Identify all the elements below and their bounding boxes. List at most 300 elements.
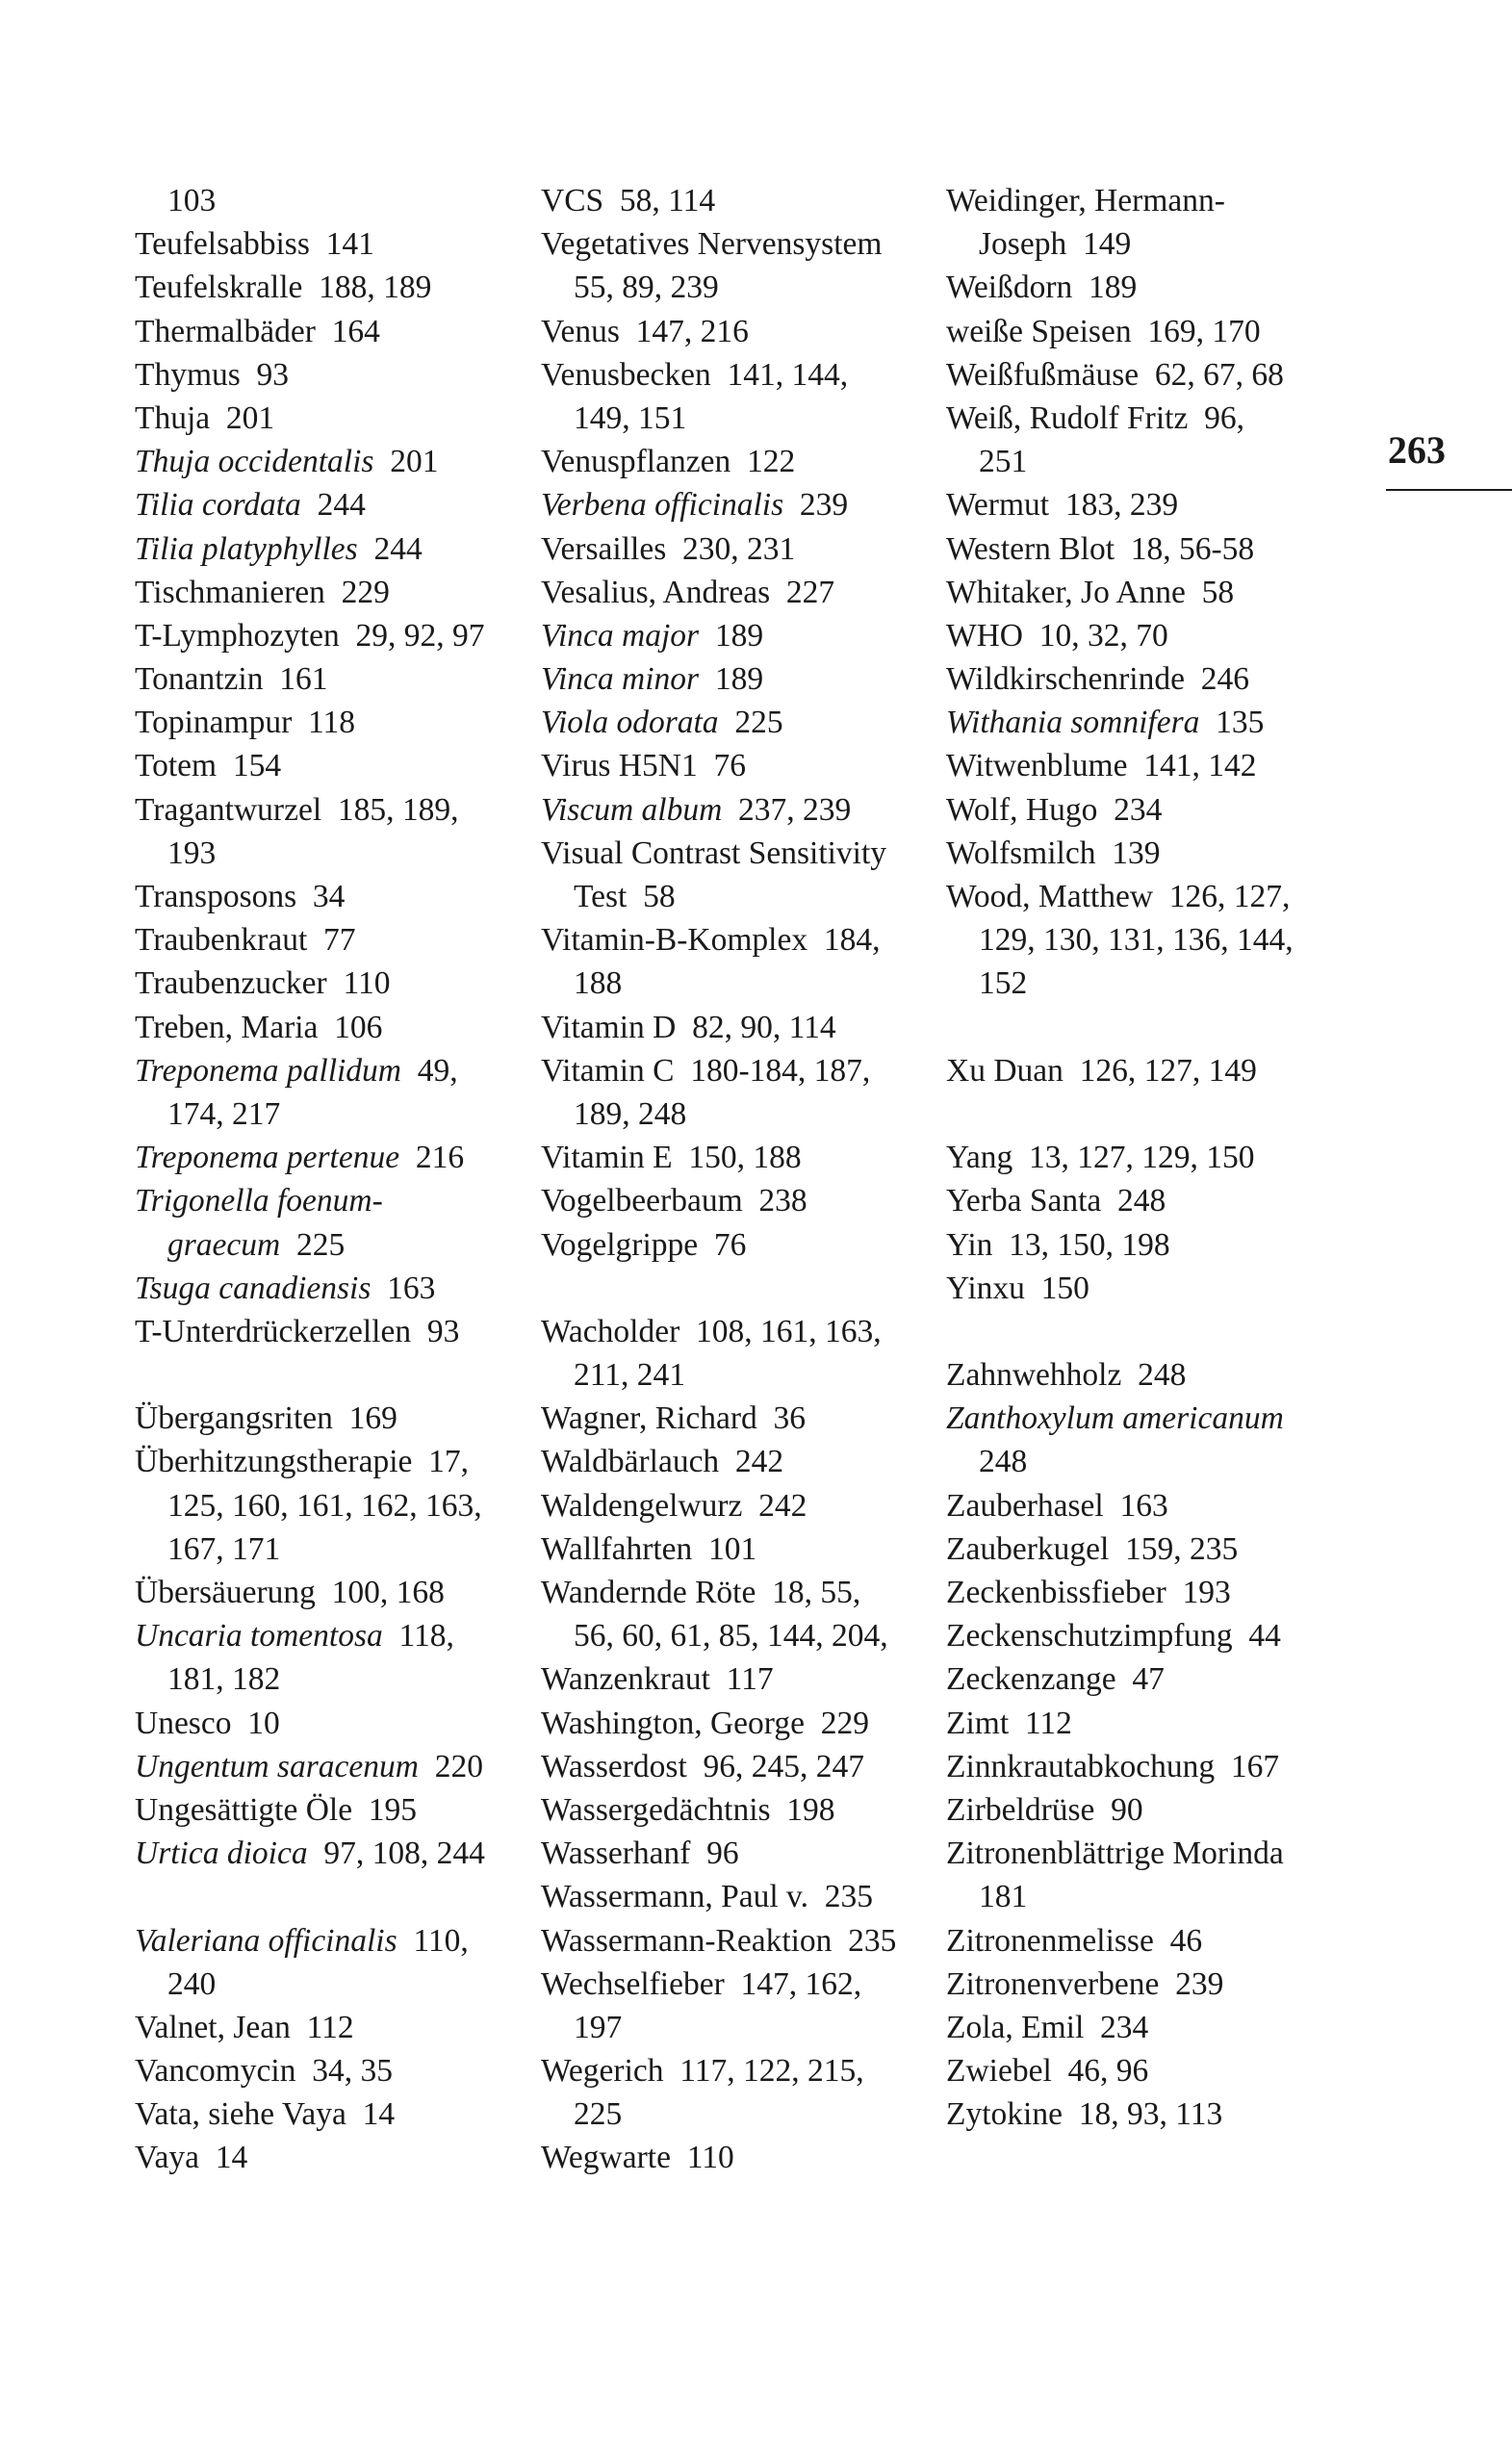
index-line: [541, 1745, 926, 1788]
index-line: [541, 483, 926, 526]
index-text: Xu Duan 126, 127, 149: [946, 1052, 1257, 1089]
index-text: 181, 182: [167, 1661, 281, 1698]
index-entry: [946, 1657, 1341, 1701]
index-line: [135, 1832, 520, 1875]
index-line: [135, 962, 520, 1005]
index-text: Weiß, Rudolf Fritz 96,: [946, 399, 1244, 436]
index-line: [541, 1179, 926, 1222]
index-entry: [135, 2136, 520, 2179]
index-line: [541, 1397, 926, 1440]
index-entry: [541, 1223, 926, 1267]
index-text: Traubenkraut 77: [135, 922, 356, 959]
index-entry: [541, 832, 926, 918]
index-entry: [135, 1310, 520, 1353]
index-entry: [946, 353, 1341, 397]
index-text: Wegwarte 110: [541, 2140, 734, 2176]
index-text: Washington, George 229: [541, 1705, 869, 1741]
index-line: [946, 2092, 1341, 2136]
index-entry: [541, 1527, 926, 1571]
index-text: 49,: [401, 1052, 458, 1089]
index-text: Vancomycin 34, 35: [135, 2053, 393, 2090]
index-text: Zytokine 18, 93, 113: [946, 2096, 1223, 2133]
index-entry: [946, 1571, 1341, 1614]
index-term-italic: Vinca major: [541, 617, 700, 654]
index-line: [135, 744, 520, 787]
index-line: [541, 179, 926, 222]
index-entry: [946, 1484, 1341, 1527]
index-line: [541, 875, 926, 918]
index-line: [541, 918, 926, 962]
index-text: 181: [979, 1879, 1028, 1915]
index-line: [946, 1179, 1341, 1222]
index-line: [541, 353, 926, 397]
index-text: 55, 89, 239: [574, 270, 719, 306]
index-line: [946, 310, 1341, 353]
index-line: [946, 1571, 1341, 1614]
index-line: [541, 527, 926, 571]
index-line: [135, 483, 520, 526]
index-entry: [946, 788, 1341, 832]
index-text: 248: [979, 1444, 1028, 1480]
index-entry: [541, 1440, 926, 1483]
index-entry: [541, 1006, 926, 1049]
index-text: 174, 217: [167, 1095, 281, 1132]
index-text: 188: [574, 965, 623, 1002]
index-line: [541, 571, 926, 614]
index-entry: [135, 614, 520, 657]
index-line: [946, 1353, 1341, 1397]
index-text: Thuja 201: [135, 399, 275, 436]
index-line: [946, 2049, 1341, 2092]
index-line: [946, 962, 1341, 1005]
index-text: Vitamin C 180-184, 187,: [541, 1052, 871, 1089]
index-text: Wassergedächtnis 198: [541, 1791, 835, 1828]
index-entry: [541, 918, 926, 1005]
index-line: [135, 1788, 520, 1832]
index-term-italic: Viscum album: [541, 791, 723, 828]
index-line: [541, 657, 926, 701]
index-line: [135, 918, 520, 962]
index-text: Test 58: [574, 879, 676, 914]
index-text: 189: [699, 661, 764, 698]
index-line: [946, 1484, 1341, 1527]
index-entry: [946, 1049, 1341, 1092]
index-entry: [541, 1179, 926, 1222]
index-entry: [541, 1875, 926, 1918]
index-text: Vaya 14: [135, 2140, 248, 2176]
index-line: [541, 1963, 926, 2006]
index-text: 197: [574, 2009, 623, 2045]
index-line: [946, 1963, 1341, 2006]
index-line: [541, 2136, 926, 2179]
index-line: [541, 1006, 926, 1049]
index-line: [135, 527, 520, 571]
index-text: Wechselfieber 147, 162,: [541, 1965, 862, 2002]
index-text: Virus H5N1 76: [541, 748, 746, 784]
index-line: [541, 397, 926, 440]
index-entry: [135, 1049, 520, 1136]
index-line: [946, 1832, 1341, 1875]
index-entry: [946, 1963, 1341, 2006]
index-text: VCS 58, 114: [541, 183, 716, 218]
index-entry: [541, 1049, 926, 1136]
index-line: [135, 353, 520, 397]
index-entry: [946, 701, 1341, 744]
index-entry: [946, 1832, 1341, 1918]
index-line: [946, 1049, 1341, 1092]
index-text: Weidinger, Hermann-: [946, 183, 1225, 218]
index-text: Wassermann, Paul v. 235: [541, 1879, 873, 1915]
index-line: [541, 1092, 926, 1136]
index-entry: [541, 179, 926, 222]
index-text: 237, 239: [722, 791, 852, 828]
index-entry: [135, 397, 520, 440]
index-line: [946, 918, 1341, 962]
letter-group-gap: [135, 1353, 520, 1397]
index-entry: [135, 875, 520, 918]
index-text: Vogelgrippe 76: [541, 1226, 747, 1263]
index-entry: [135, 2092, 520, 2136]
index-entry: [135, 918, 520, 962]
index-term-italic: Thuja occidentalis: [135, 444, 374, 480]
index-line: [541, 962, 926, 1005]
index-entry: [135, 657, 520, 701]
index-entry: [541, 788, 926, 832]
index-text: Unesco 10: [135, 1705, 280, 1741]
index-text: Valnet, Jean 112: [135, 2009, 354, 2045]
index-text: Versailles 230, 231: [541, 530, 796, 567]
index-text: Wasserdost 96, 245, 247: [541, 1748, 864, 1784]
index-text: Zitronenblättrige Morinda: [946, 1835, 1284, 1872]
index-text: Zeckenbissfieber 193: [946, 1575, 1231, 1610]
index-text: 216: [399, 1140, 465, 1176]
index-text: Yinxu 150: [946, 1270, 1089, 1306]
page-number-rule: [1386, 489, 1512, 491]
index-line: [541, 1571, 926, 1614]
index-entry: [135, 440, 520, 483]
index-entry: [946, 2092, 1341, 2136]
index-text: 110,: [397, 1922, 469, 1959]
index-entry: [541, 1484, 926, 1527]
index-entry: [946, 744, 1341, 787]
index-text: Übersäuerung 100, 168: [135, 1575, 445, 1610]
index-line: [541, 1049, 926, 1092]
index-text: Venusbecken 141, 144,: [541, 356, 849, 393]
index-text: Zola, Emil 234: [946, 2009, 1149, 2045]
index-line: [135, 1092, 520, 1136]
index-line: [541, 1614, 926, 1657]
index-line: [135, 1440, 520, 1483]
index-text: Yin 13, 150, 198: [946, 1226, 1170, 1263]
index-text: 244: [300, 487, 366, 524]
index-line: [946, 614, 1341, 657]
index-entry: [946, 1919, 1341, 1963]
index-entry: [135, 1832, 520, 1875]
index-line: [946, 2006, 1341, 2049]
index-line: [541, 614, 926, 657]
index-entry: [135, 788, 520, 875]
index-line: [541, 1832, 926, 1875]
index-line: [135, 1614, 520, 1657]
index-line: [946, 397, 1341, 440]
index-line: [541, 1136, 926, 1179]
index-text: 189: [699, 617, 764, 654]
index-column-1: [135, 179, 520, 2180]
index-line: [946, 1657, 1341, 1701]
index-entry: [946, 310, 1341, 353]
index-line: [135, 1745, 520, 1788]
index-line: [541, 440, 926, 483]
index-term-italic: Tsuga canadiensis: [135, 1270, 372, 1306]
index-line: [135, 2049, 520, 2092]
index-entry: [135, 1179, 520, 1266]
index-text: Vesalius, Andreas 227: [541, 574, 835, 610]
index-term-italic: Vinca minor: [541, 661, 700, 698]
index-line: [541, 1223, 926, 1267]
index-line: [541, 1788, 926, 1832]
index-entry: [541, 483, 926, 526]
index-term-italic: Urtica dioica: [135, 1835, 308, 1872]
index-term-italic: Uncaria tomentosa: [135, 1618, 383, 1655]
index-line: [135, 1702, 520, 1745]
index-line: [135, 2092, 520, 2136]
index-entry: [135, 483, 520, 526]
index-entry: [541, 1832, 926, 1875]
index-entry: [135, 222, 520, 266]
index-line: [135, 397, 520, 440]
index-line: [135, 222, 520, 266]
index-line: [946, 701, 1341, 744]
index-line: [541, 2092, 926, 2136]
index-text: 97, 108, 244: [307, 1835, 485, 1872]
index-entry: [946, 397, 1341, 483]
index-text: Topinampur 118: [135, 705, 356, 741]
index-text: Venuspflanzen 122: [541, 444, 796, 480]
index-entry: [541, 1919, 926, 1963]
index-text: Yerba Santa 248: [946, 1183, 1166, 1219]
index-entry: [541, 1702, 926, 1745]
index-line: [135, 179, 520, 222]
index-line: [135, 614, 520, 657]
index-line: [946, 1919, 1341, 1963]
index-text: Tonantzin 161: [135, 661, 328, 698]
index-line: [135, 1919, 520, 1963]
index-text: 189, 248: [574, 1095, 687, 1132]
index-line: [946, 1397, 1341, 1440]
index-line: [946, 1875, 1341, 1918]
index-text: Zitronenverbene 239: [946, 1965, 1224, 2002]
index-text: 152: [979, 965, 1028, 1002]
index-entry: [541, 2136, 926, 2179]
index-entry: [541, 440, 926, 483]
index-line: [946, 353, 1341, 397]
index-text: 251: [979, 444, 1028, 480]
letter-group-gap: [946, 1092, 1341, 1136]
index-text: Yang 13, 127, 129, 150: [946, 1140, 1255, 1176]
index-line: [946, 222, 1341, 266]
index-text: Wasserhanf 96: [541, 1835, 739, 1872]
index-line: [135, 266, 520, 309]
index-entry: [541, 1310, 926, 1397]
index-text: Zwiebel 46, 96: [946, 2053, 1149, 2090]
letter-group-gap: [135, 1875, 520, 1918]
index-line: [541, 788, 926, 832]
index-entry: [946, 1788, 1341, 1832]
index-line: [946, 266, 1341, 309]
index-entry: [135, 1702, 520, 1745]
index-line: [541, 1484, 926, 1527]
index-term-italic: graecum: [167, 1226, 281, 1263]
index-entry: [135, 571, 520, 614]
index-line: [946, 179, 1341, 222]
index-text: Teufelskralle 188, 189: [135, 270, 432, 306]
index-line: [946, 1440, 1341, 1483]
index-entry: [135, 179, 520, 222]
index-text: Zimt 112: [946, 1705, 1072, 1741]
index-entry: [946, 1223, 1341, 1267]
index-line: [135, 440, 520, 483]
index-entry: [135, 744, 520, 787]
index-line: [135, 1963, 520, 2006]
index-entry: [946, 1745, 1341, 1788]
index-entry: [946, 179, 1341, 266]
index-text: 129, 130, 131, 136, 144,: [979, 922, 1294, 959]
index-entry: [946, 657, 1341, 701]
index-entry: [541, 310, 926, 353]
index-text: 163: [371, 1270, 436, 1306]
index-text: 135: [1199, 705, 1265, 741]
index-text: Tischmanieren 229: [135, 574, 390, 610]
index-text: 193: [167, 834, 217, 871]
index-entry: [946, 875, 1341, 1006]
index-line: [946, 1788, 1341, 1832]
index-term-italic: Valeriana officinalis: [135, 1922, 397, 1959]
index-line: [541, 832, 926, 875]
index-entry: [946, 1527, 1341, 1571]
index-entry: [135, 310, 520, 353]
index-text: Wolf, Hugo 234: [946, 791, 1163, 828]
index-entry: [541, 1136, 926, 1179]
index-entry: [135, 1006, 520, 1049]
index-text: Wood, Matthew 126, 127,: [946, 879, 1291, 914]
index-entry: [946, 2049, 1341, 2092]
index-line: [135, 1223, 520, 1267]
index-text: Wallfahrten 101: [541, 1530, 757, 1567]
index-line: [135, 1310, 520, 1353]
index-text: T-Unterdrückerzellen 93: [135, 1313, 460, 1349]
index-text: Ungesättigte Öle 195: [135, 1791, 418, 1828]
index-entry: [135, 1788, 520, 1832]
index-text: 201: [373, 444, 439, 480]
index-term-italic: Viola odorata: [541, 705, 719, 741]
index-entry: [946, 266, 1341, 309]
index-entry: [541, 1745, 926, 1788]
index-line: [135, 310, 520, 353]
index-column-2: [541, 179, 926, 2180]
index-entry: [135, 2006, 520, 2049]
index-text: 103: [167, 183, 217, 218]
index-entry: [135, 962, 520, 1005]
index-text: WHO 10, 32, 70: [946, 617, 1168, 654]
index-line: [946, 1614, 1341, 1657]
index-line: [135, 1267, 520, 1310]
index-text: Wildkirschenrinde 246: [946, 661, 1249, 698]
index-line: [541, 1310, 926, 1353]
index-line: [135, 788, 520, 832]
index-line: [946, 527, 1341, 571]
index-entry: [946, 483, 1341, 526]
index-entry: [135, 1745, 520, 1788]
index-entry: [946, 1353, 1341, 1397]
index-entry: [946, 832, 1341, 875]
index-line: [541, 266, 926, 309]
index-line: [946, 657, 1341, 701]
index-text: Wacholder 108, 161, 163,: [541, 1313, 882, 1349]
index-text: Vogelbeerbaum 238: [541, 1183, 807, 1219]
index-line: [946, 1136, 1341, 1179]
index-line: [946, 1223, 1341, 1267]
index-text: Vegetatives Nervensystem: [541, 226, 883, 263]
letter-group-gap: [946, 1006, 1341, 1049]
index-entry: [135, 527, 520, 571]
index-entry: [541, 744, 926, 787]
index-line: [541, 1702, 926, 1745]
index-entry: [946, 1179, 1341, 1222]
index-line: [135, 1179, 520, 1222]
index-text: Transposons 34: [135, 879, 346, 914]
index-line: [135, 2006, 520, 2049]
index-text: Tragantwurzel 185, 189,: [135, 791, 459, 828]
index-text: Vitamin D 82, 90, 114: [541, 1009, 836, 1045]
index-text: 56, 60, 61, 85, 144, 204,: [574, 1618, 888, 1655]
index-text: 220: [418, 1748, 483, 1784]
index-line: [135, 832, 520, 875]
index-text: Totem 154: [135, 748, 282, 784]
index-text: Waldengelwurz 242: [541, 1487, 807, 1524]
index-entry: [946, 1397, 1341, 1483]
index-line: [946, 483, 1341, 526]
index-entry: [946, 1136, 1341, 1179]
index-entry: [541, 1397, 926, 1440]
index-text: Traubenzucker 110: [135, 965, 391, 1002]
index-entry: [135, 1614, 520, 1701]
index-text: Western Blot 18, 56-58: [946, 530, 1255, 567]
index-text: 244: [357, 530, 423, 567]
index-entry: [541, 353, 926, 440]
index-text: Zeckenzange 47: [946, 1661, 1165, 1698]
index-text: Zauberkugel 159, 235: [946, 1530, 1239, 1567]
index-entry: [946, 614, 1341, 657]
index-text: T-Lymphozyten 29, 92, 97: [135, 617, 485, 654]
index-line: [946, 1702, 1341, 1745]
index-text: Treben, Maria 106: [135, 1009, 383, 1045]
index-text: Whitaker, Jo Anne 58: [946, 574, 1235, 610]
index-line: [541, 1440, 926, 1483]
index-entry: [135, 353, 520, 397]
index-line: [946, 571, 1341, 614]
index-text: Zahnwehholz 248: [946, 1357, 1187, 1394]
index-entry: [135, 1136, 520, 1179]
index-text: Thermalbäder 164: [135, 313, 380, 349]
index-entry: [135, 1571, 520, 1614]
index-entry: [541, 2049, 926, 2136]
index-entry: [541, 222, 926, 309]
index-text: Venus 147, 216: [541, 313, 749, 349]
index-text: Überhitzungstherapie 17,: [135, 1444, 469, 1480]
index-line: [541, 1875, 926, 1918]
index-line: [541, 1353, 926, 1397]
letter-group-gap: [541, 1267, 926, 1310]
